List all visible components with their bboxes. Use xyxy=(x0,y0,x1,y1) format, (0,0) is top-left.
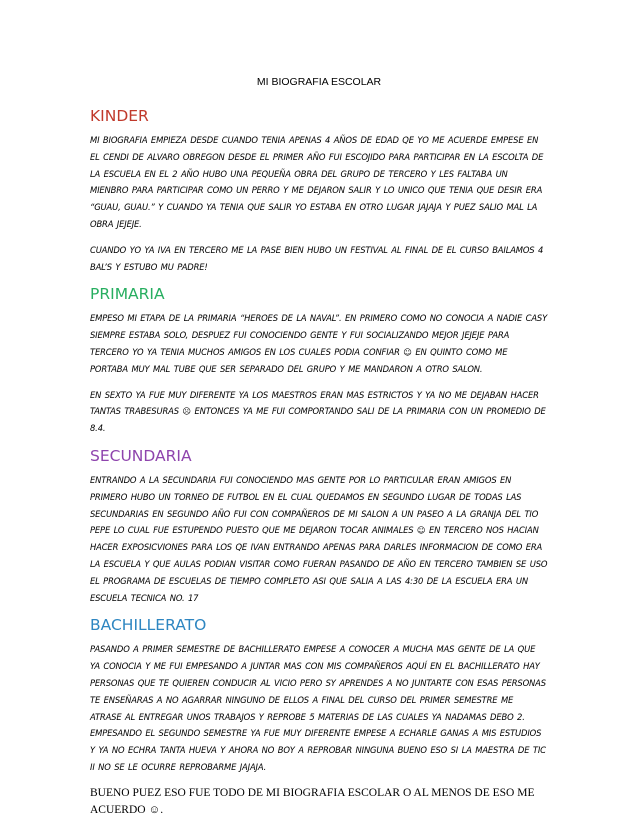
section-heading-bachillerato: BACHILLERATO xyxy=(90,616,207,635)
document-title: MI BIOGRAFIA ESCOLAR xyxy=(256,76,382,88)
section-heading-secundaria: SECUNDARIA xyxy=(90,446,192,465)
paragraph: ENTRANDO A LA SECUNDARIA FUI CONOCIENDO MAS GENTE POR LO PARTICULAR ERAN AMIGOS EN PRIMERO HUBO UN TORNEO DE FUTBOL EN EL CUAL QUEDAMOS EN SEGUNDO LUGAR DE TODAS LAS SECUNDARIAS EN SEGUNDO AÑO FUI CON COMPAÑEROS DE MI SALON A UN PASEO A LA GRANJA DEL TIO PEPE LO CUAL FUE ESTUPENDO PUESTO QUE ME DEJARON TOCAR ANIMALES ☺ EN TERCERO NOS HACIAN HACER EXPOSICVIONES PARA LOS QE IVAN ENTRANDO APENAS PARA DARLES INFORMACION DE COMO ERA LA ESCUELA Y QUE AULAS PODIAN VISITAR COMO FUERAN PASANDO DE AÑO EN TERCERO TAMBIEN SE USO EL PROGRAMA DE ESCUELAS DE TIEMPO COMPLETO ASI QUE SALIA A LAS 4:30 DE LA ESCUELA ERA UN ESCUELA TECNICA NO. 17 xyxy=(90,474,548,603)
section-kinder xyxy=(90,106,548,275)
paragraph: CUANDO YO YA IVA EN TERCERO ME LA PASE BIEN HUBO UN FESTIVAL AL FINAL DE EL CURSO BAILAMOS 4 BAL’S Y ESTUBO MU PADRE! xyxy=(90,244,544,272)
section-secundaria xyxy=(90,446,548,606)
section-heading-primaria: PRIMARIA xyxy=(90,285,165,304)
section-heading-kinder: KINDER xyxy=(90,107,149,125)
paragraph: EMPESO MI ETAPA DE LA PRIMARIA “HEROES DE LA NAVAL”. EN PRIMERO COMO NO CONOCIA A NADIE CASY SIEMPRE ESTABA SOLO, DESPUEZ FUI CONOCIENDO GENTE Y FUI SOCIALIZANDO MEJOR JEJEJE PARA TERCERO YO YA TENIA MUCHOS AMIGOS EN LOS CUALES PODIA CONFIAR ☺ EN QUINTO COMO ME PORTABA MUY MAL TUBE QUE SER SEPARADO DEL GRUPO Y ME MANDARON A OTRO SALON. xyxy=(90,313,548,374)
document-body xyxy=(90,106,548,819)
closing-paragraph: BUENO PUEZ ESO FUE TODO DE MI BIOGRAFIA ESCOLAR O AL MENOS DE ESO ME ACUERDO ☺. xyxy=(90,786,535,816)
paragraph: PASANDO A PRIMER SEMESTRE DE BACHILLERATO EMPESE A CONOCER A MUCHA MAS GENTE DE LA QUE YA CONOCIA Y ME FUI EMPESANDO A JUNTAR MAS CON MIS COMPAÑEROS AQUÍ EN EL BACHILLERATO HAY PERSONAS QUE TE QUIEREN CONDUCIR AL VICIO PERO SY APRENDES A NO JUNTARTE CON ESAS PERSONAS TE ENSEÑARAS A NO AGARRAR NINGUNO DE ELLOS A FINAL DEL CURSO DEL PRIMER SEMESTRE ME ATRASE AL ENTREGAR UNOS TRABAJOS Y REPROBE 5 MATERIAS DE LAS CUALES YA NADAMAS DEBO 2. EMPESANDO EL SEGUNDO SEMESTRE YA FUE MUY DIFERENTE EMPESE A ECHARLE GANAS A MIS ESTUDIOS Y YA NO ECHRA TANTA HUEVA Y AHORA NO BOY A REPROBAR NINGUNA BUENO ESO SI LA MAESTRA DE TIC II NO SE LE OCURRE REPROBARME JAJAJA. xyxy=(90,644,546,772)
paragraph: MI BIOGRAFIA EMPIEZA DESDE CUANDO TENIA APENAS 4 AÑOS DE EDAD QE YO ME ACUERDE EMPESE EN EL CENDI DE ALVARO OBREGON DESDE EL PRIMER AÑO FUI ESCOJIDO PARA PARTICIPAR EN LA ESCOLTA DE LA ESCUELA EN EL 2 AÑO HUBO UNA PEQUEÑA OBRA DEL GRUPO DE TERCERO Y LES FALTABA UN MIENBRO PARA PARTICIPAR COMO UN PERRO Y ME DEJARON SALIR Y LO UNICO QUE TENIA QUE DESIR ERA “GUAU, GUAU.” Y CUANDO YA TENIA QUE SALIR YO ESTABA EN OTRO LUGAR JAJAJA Y PUEZ SALIO MAL LA OBRA JEJEJE. xyxy=(90,135,544,229)
section-primaria xyxy=(90,284,548,437)
section-bachillerato xyxy=(90,615,548,775)
paragraph: EN SEXTO YA FUE MUY DIFERENTE YA LOS MAESTROS ERAN MAS ESTRICTOS Y YA NO ME DEJABAN HACER TANTAS TRABESURAS ☹ ENTONCES YA ME FUI COMPORTANDO SALI DE LA PRIMARIA CON UN PROMEDIO DE 8.4. xyxy=(90,389,546,434)
